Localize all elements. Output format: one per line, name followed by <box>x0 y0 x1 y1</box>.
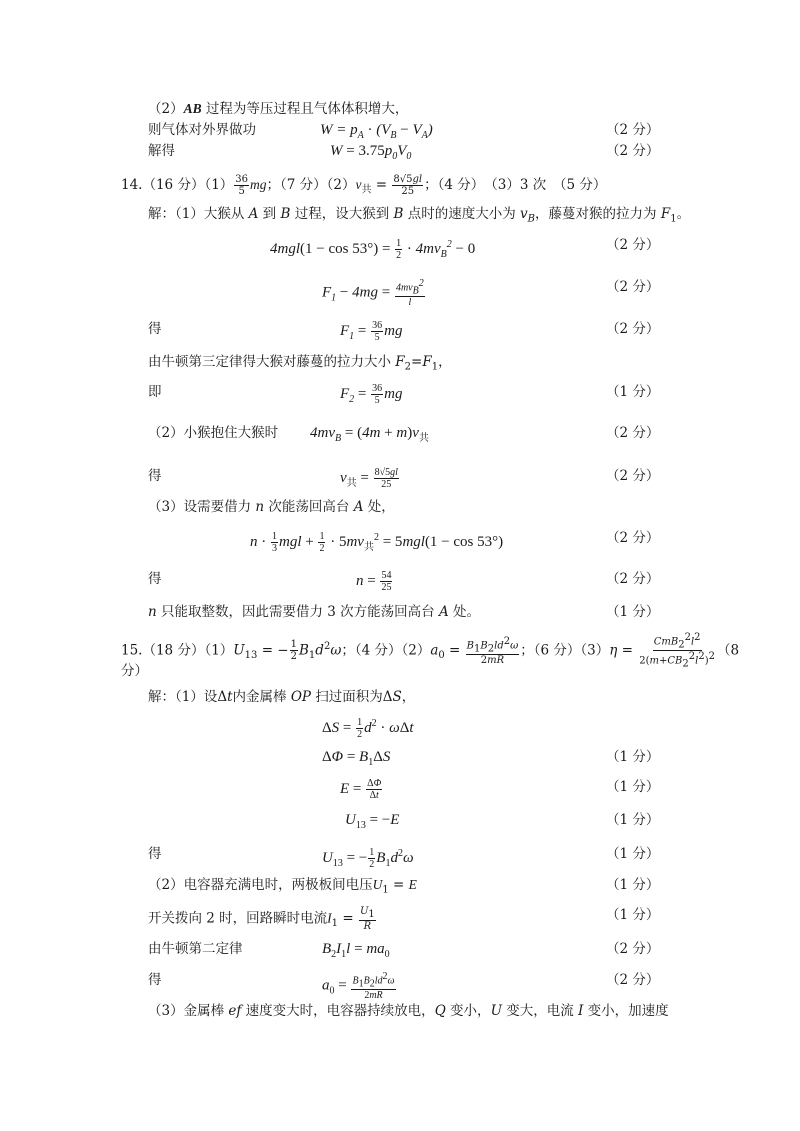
q14-n-result: n = $\frac{54}{25}$ <box>356 570 392 593</box>
q14-vcommon-result: $v_共$ = $\frac{8√5gl}{25}$ <box>340 467 398 490</box>
q14-conclusion: n 只能取整数，因此需要借力 3 次方能荡回高台 A 处。 <box>148 604 481 620</box>
q14-answer-header: 14.（16 分）（1） $\frac{36}{5}$ mg；（7 分）$(2)v_共$ = $\frac{8√5gl}{25}$ ；（4 分） （3）3 次 （5 分） <box>121 174 607 197</box>
score: （2 分） <box>606 468 660 484</box>
q15-flux-equation: $\Delta\Phi = B_1\Delta S$ <box>322 749 391 768</box>
q15-a0-result: $a_0$ = $\frac{B_1B_2ld^2\omega}{2mR}$ <box>322 971 395 1002</box>
score: （2 分） <box>606 237 660 253</box>
score: （1 分） <box>606 779 660 795</box>
score: （2 分） <box>606 143 660 159</box>
q13-work-label: 则气体对外界做功 <box>148 122 256 138</box>
q15-intro: 解：（1）设Δt内金属棒 OP 扫过面积为ΔS， <box>148 689 416 705</box>
score: （2 分） <box>606 941 660 957</box>
score: （1 分） <box>606 604 660 620</box>
score: （2 分） <box>606 530 660 546</box>
q14-energy-equation: 4mgl(1 − cos 53°) = $\frac{1}{2}$ · $4mv_B^2 - 0$ <box>270 238 476 262</box>
q13-part2-intro: （2）AB 过程为等压过程且气体体积增大， <box>148 101 409 117</box>
q14-intro: 解：（1）大猴从 A 到 B 过程，设大猴到 B 点时的速度大小为 $v_B$，藤蔓对猴的拉力为 $F_1$。 <box>148 206 691 225</box>
q15-area-equation: ΔS = $\frac{1}{2}$ $d^2 \cdot \omega\Delta t$ <box>322 717 414 741</box>
score: （1 分） <box>606 749 660 765</box>
q14-momentum-equation: $4mv_B = (4m + m)v_共$ <box>310 425 429 444</box>
q15-answer-header: 15.（18 分）$(1)U_{13}$ = − $\frac{1}{2}$ $B_1d^2\omega$；（4 分）$(2)a_0$ = $\frac{B_1B_2ld^2\omega}{2mR}$ ；（6 分）（3）η = $CmB_2^2l^2$ $2(m+CB_2^2l^2)^2$ （8 <box>121 632 740 670</box>
q14-f2-result: $F_2$ = $\frac{36}{5}$ mg <box>340 383 403 406</box>
q15-part2-capacitor: （2）电容器充满电时，两极板间电压$U_1 = E$ <box>148 877 417 896</box>
q14-force-equation: $F_1 - 4mg$ = $4mv_B^2$ l <box>322 278 424 309</box>
score: （1 分） <box>606 812 660 828</box>
solve-label: 得 <box>148 468 162 484</box>
q15-u13-result: $U_{13}$ = − $\frac{1}{2}$ $B_1d^2\omega$ <box>322 847 414 871</box>
score: （1 分） <box>606 877 660 893</box>
score: （2 分） <box>606 279 660 295</box>
q14-part3-intro: （3）设需要借力 n 次能荡回高台 A 处， <box>148 499 395 515</box>
score: （2 分） <box>606 571 660 587</box>
q14-borrow-equation: n · $\frac{1}{3}$ mgl + $\frac{1}{2}$ · $5mv_共^2 = 5mgl(1 - \cos 53^\circ)$ <box>250 531 504 555</box>
score: （1 分） <box>606 384 660 400</box>
q13-solve-label: 解得 <box>148 143 175 159</box>
score: （1 分） <box>606 846 660 862</box>
solve-label: 得 <box>148 972 162 988</box>
solve-label: 得 <box>148 846 162 862</box>
q13-work-equation: $W = p_A \cdot (V_B - V_A)$ <box>320 122 433 141</box>
q14-f1-result: $F_1$ = $\frac{36}{5}$ mg <box>340 320 403 343</box>
solve-label: 得 <box>148 321 162 337</box>
score: （2 分） <box>606 972 660 988</box>
q13-result-equation: $W = 3.75p_0V_0$ <box>330 143 412 162</box>
q15-newton2-equation: $B_2I_1l = ma_0$ <box>322 941 390 960</box>
q15-newton2-label: 由牛顿第二定律 <box>148 941 243 957</box>
q15-switch-current: 开关拨向 2 时，回路瞬时电流$I_1$ = $\frac{U_1}{R}$ <box>148 906 375 932</box>
score: （2 分） <box>606 321 660 337</box>
score: （2 分） <box>606 425 660 441</box>
solve-label: 得 <box>148 571 162 587</box>
q15-part3-text: （3）金属棒 ef 速度变大时，电容器持续放电，Q 变小，U 变大，电流 I 变小，加速度 <box>148 1003 669 1019</box>
score: （1 分） <box>606 907 660 923</box>
q14-newton-third: 由牛顿第三定律得大猴对藤蔓的拉力大小 $F_2=F_1$， <box>148 354 452 373</box>
namely-label: 即 <box>148 384 162 400</box>
q15-voltage-equation: $U_{13} = -E$ <box>345 812 400 831</box>
q15-emf-equation: E = $\frac{\Delta\Phi}{\Delta t}$ <box>340 778 382 801</box>
q15-header-continued: 分） <box>121 663 148 679</box>
q14-part2-label: （2）小猴抱住大猴时 <box>148 425 279 441</box>
score: （2 分） <box>606 122 660 138</box>
